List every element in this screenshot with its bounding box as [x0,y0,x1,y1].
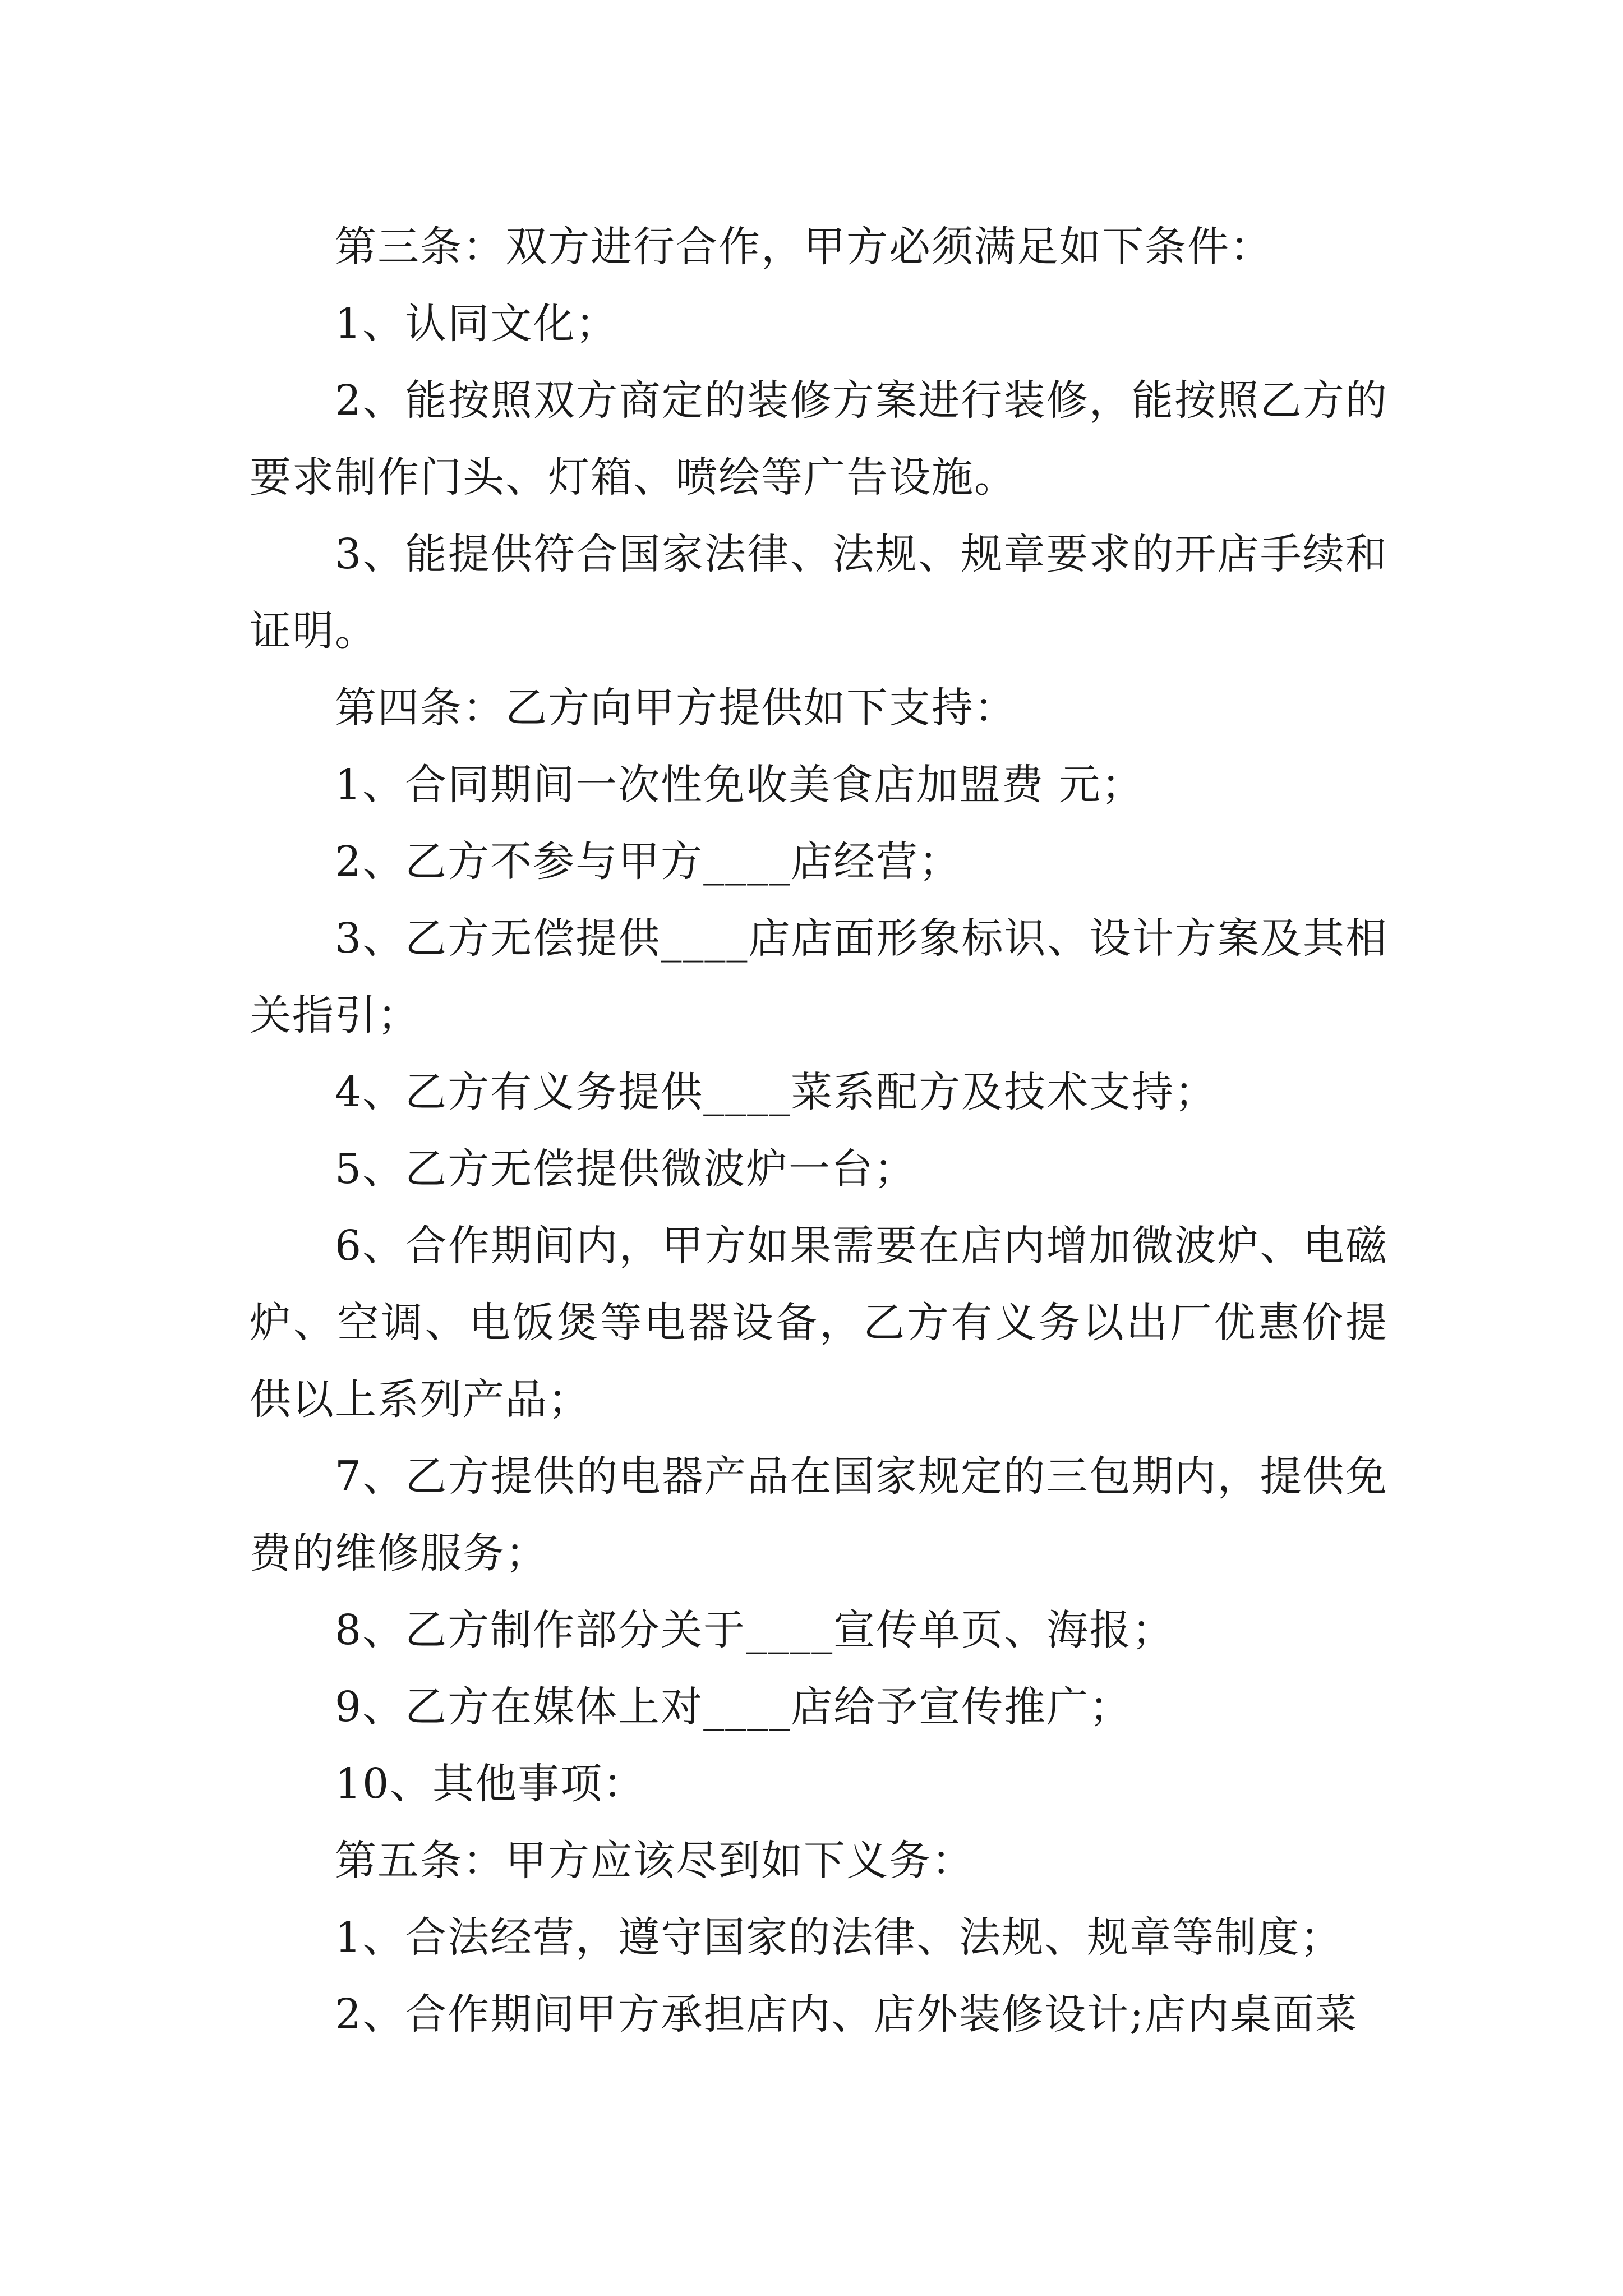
clause-4-item-5: 5、乙方无偿提供微波炉一台； [335,1145,917,1193]
clause-4-heading: 第四条：乙方向甲方提供如下支持： [335,684,1017,732]
clause-3-item-2: 2、能按照双方商定的装修方案进行装修，能按照乙方的要求制作门头、灯箱、喷绘等广告设施。 [250,376,1388,501]
clause-4-item-4: 4、乙方有义务提供____菜系配方及技术支持； [335,1068,1218,1116]
document-body [250,209,1388,2053]
clause-3-item-1: 1、认同文化； [335,300,619,348]
clause-4-item-3: 3、乙方无偿提供____店店面形象标识、设计方案及其相关指引； [250,914,1388,1039]
clause-5-heading: 第五条：甲方应该尽到如下义务： [335,1837,974,1885]
clause-4-item-10: 10、其他事项： [335,1760,646,1808]
clause-4-item-9: 9、乙方在媒体上对____店给予宣传推广； [335,1683,1132,1731]
clause-4-item-1: 1、合同期间一次性免收美食店加盟费 元； [335,761,1144,809]
clause-3-item-3: 3、能提供符合国家法律、法规、规章要求的开店手续和证明。 [250,530,1388,655]
clause-4-item-2: 2、乙方不参与甲方____店经营； [335,838,962,886]
clause-3-heading: 第三条：双方进行合作，甲方必须满足如下条件： [335,223,1272,271]
clause-5-item-2: 2、合作期间甲方承担店内、店外装修设计;店内桌面菜 [335,1990,1358,2039]
clause-4-item-8: 8、乙方制作部分关于____宣传单页、海报； [335,1606,1175,1654]
clause-4-item-6: 6、合作期间内，甲方如果需要在店内增加微波炉、电磁炉、空调、电饭煲等电器设备，乙方有义务以出厂优惠价提供以上系列产品； [250,1222,1388,1424]
clause-4-item-7: 7、乙方提供的电器产品在国家规定的三包期内，提供免费的维修服务； [250,1452,1388,1577]
clause-5-item-1: 1、合法经营，遵守国家的法律、法规、规章等制度； [335,1913,1343,1962]
